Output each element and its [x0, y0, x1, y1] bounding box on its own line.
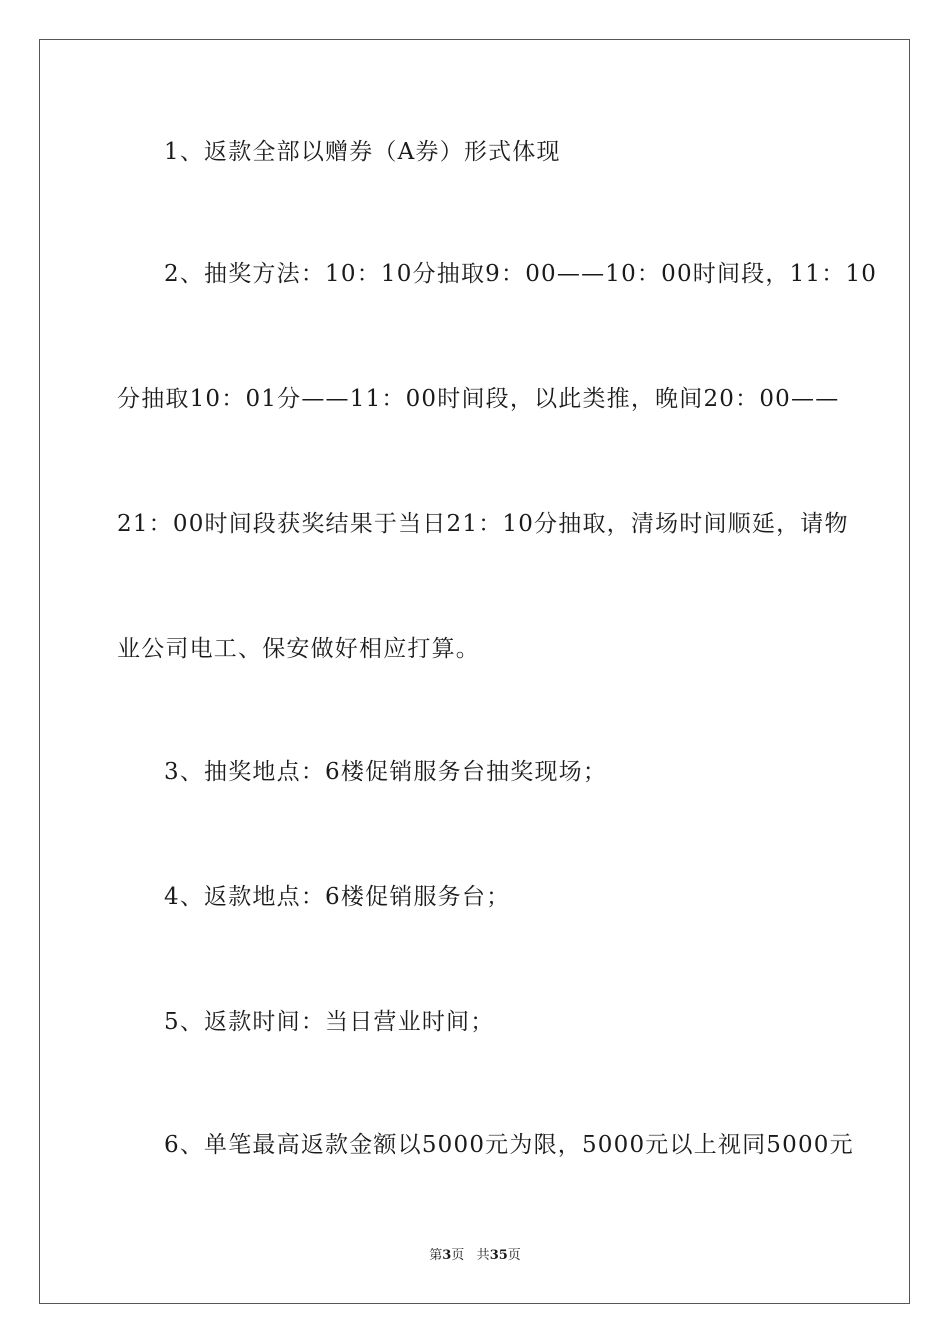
- footer-page-prefix: 第: [429, 1248, 443, 1263]
- paragraph-line-5: 业公司电工、保安做好相应打算。: [117, 636, 480, 662]
- paragraph-line-6: 3、抽奖地点：6楼促销服务台抽奖现场；: [164, 759, 608, 785]
- footer-page-suffix: 页: [451, 1248, 465, 1263]
- footer-total-suffix: 页: [507, 1248, 521, 1263]
- paragraph-line-3: 分抽取10：01分——11：00时间段，以此类推，晚间20：00——: [117, 386, 840, 412]
- footer-total-prefix: 共: [476, 1248, 490, 1263]
- paragraph-line-8: 5、返款时间：当日营业时间；: [164, 1009, 495, 1035]
- paragraph-line-1: 1、返款全部以赠券（A券）形式体现: [164, 139, 561, 165]
- page-border: [39, 39, 910, 1304]
- paragraph-line-4: 21：00时间段获奖结果于当日21：10分抽取，清场时间顺延，请物: [117, 511, 849, 537]
- paragraph-line-9: 6、单笔最高返款金额以5000元为限，5000元以上视同5000元: [164, 1132, 854, 1158]
- page-footer: [0, 1247, 950, 1265]
- paragraph-line-7: 4、返款地点：6楼促销服务台；: [164, 884, 511, 910]
- footer-page-number: 3: [442, 1248, 452, 1263]
- footer-total-pages: 35: [489, 1248, 508, 1263]
- paragraph-line-2: 2、抽奖方法：10：10分抽取9：00——10：00时间段，11：10: [164, 261, 878, 287]
